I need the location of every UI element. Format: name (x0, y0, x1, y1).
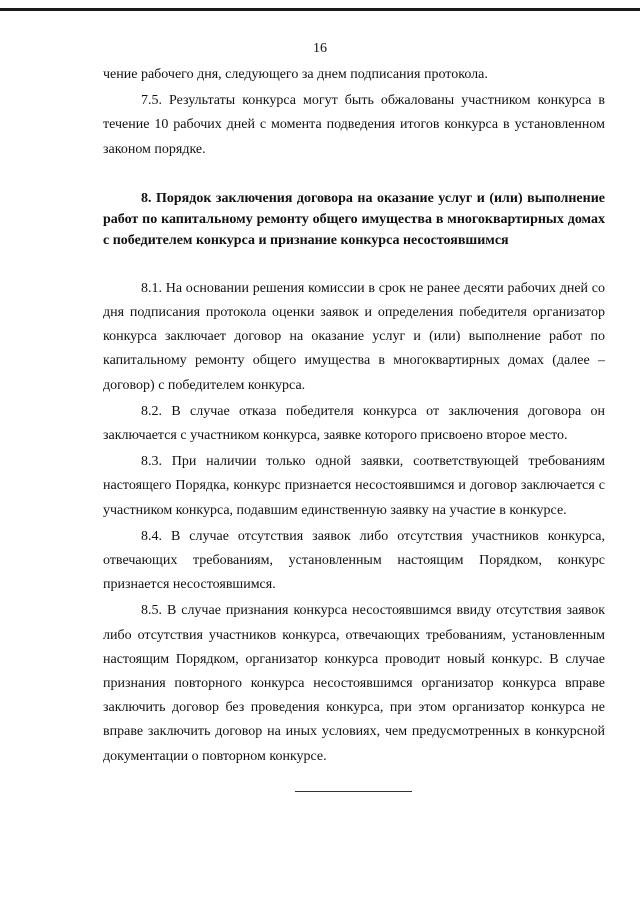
paragraph-8-3: 8.3. При наличии только одной заявки, соответствующей требованиям настоящего Порядка, конкурс признается несостоявшимся и договор заключается с участником конкурса, подавшим единственную заявку на участие в конкурсе. (103, 454, 605, 518)
paragraph-8-2: 8.2. В случае отказа победителя конкурса от заключения договора он заключается с участником конкурса, заявке которого присвоено второе место. (103, 403, 605, 444)
top-border-line (0, 8, 640, 11)
page-number: 16 (313, 41, 327, 56)
continuation-paragraph: чение рабочего дня, следующего за днем подписания протокола. (103, 67, 488, 82)
paragraph-8-5: 8.5. В случае признания конкурса несостоявшимся ввиду отсутствия заявок либо отсутствия участников конкурса, отвечающих требованиям, установленным настоящим Порядком, организатор конкурса проводит новый конкурс. В случае признания повторного конкурса несостоявшимся организатор конкурса вправе заключить договор без проведения конкурса, при этом организатор конкурса не вправе заключить договор на иных условиях, чем предусмотренных в конкурсной документации о повторном конкурсе. (103, 603, 605, 764)
paragraph-8-4: 8.4. В случае отсутствия заявок либо отсутствия участников конкурса, отвечающих требованиям, установленным настоящим Порядком, конкурс признается несостоявшимся. (103, 528, 605, 593)
paragraph-7-5: 7.5. Результаты конкурса могут быть обжалованы участником конкурса в течение 10 рабочих дней с момента подведения итогов конкурса в установленном законом порядке. (103, 93, 605, 157)
section-8-heading: 8. Порядок заключения договора на оказание услуг и (или) выполнение работ по капитальному ремонту общего имущества в многоквартирных домах с победителем конкурса и признание конкурса несостоявшимся (103, 190, 605, 248)
paragraph-8-1: 8.1. На основании решения комиссии в срок не ранее десяти рабочих дней со дня подписания протокола оценки заявок и определения победителя организатор конкурса заключает договор на оказание услуг и (или) выполнение работ по капитальному ремонту общего имущества в многоквартирных домах (далее – договор) с победителем конкурса. (103, 280, 605, 393)
document-body (103, 63, 605, 771)
end-of-text-line (295, 791, 412, 792)
